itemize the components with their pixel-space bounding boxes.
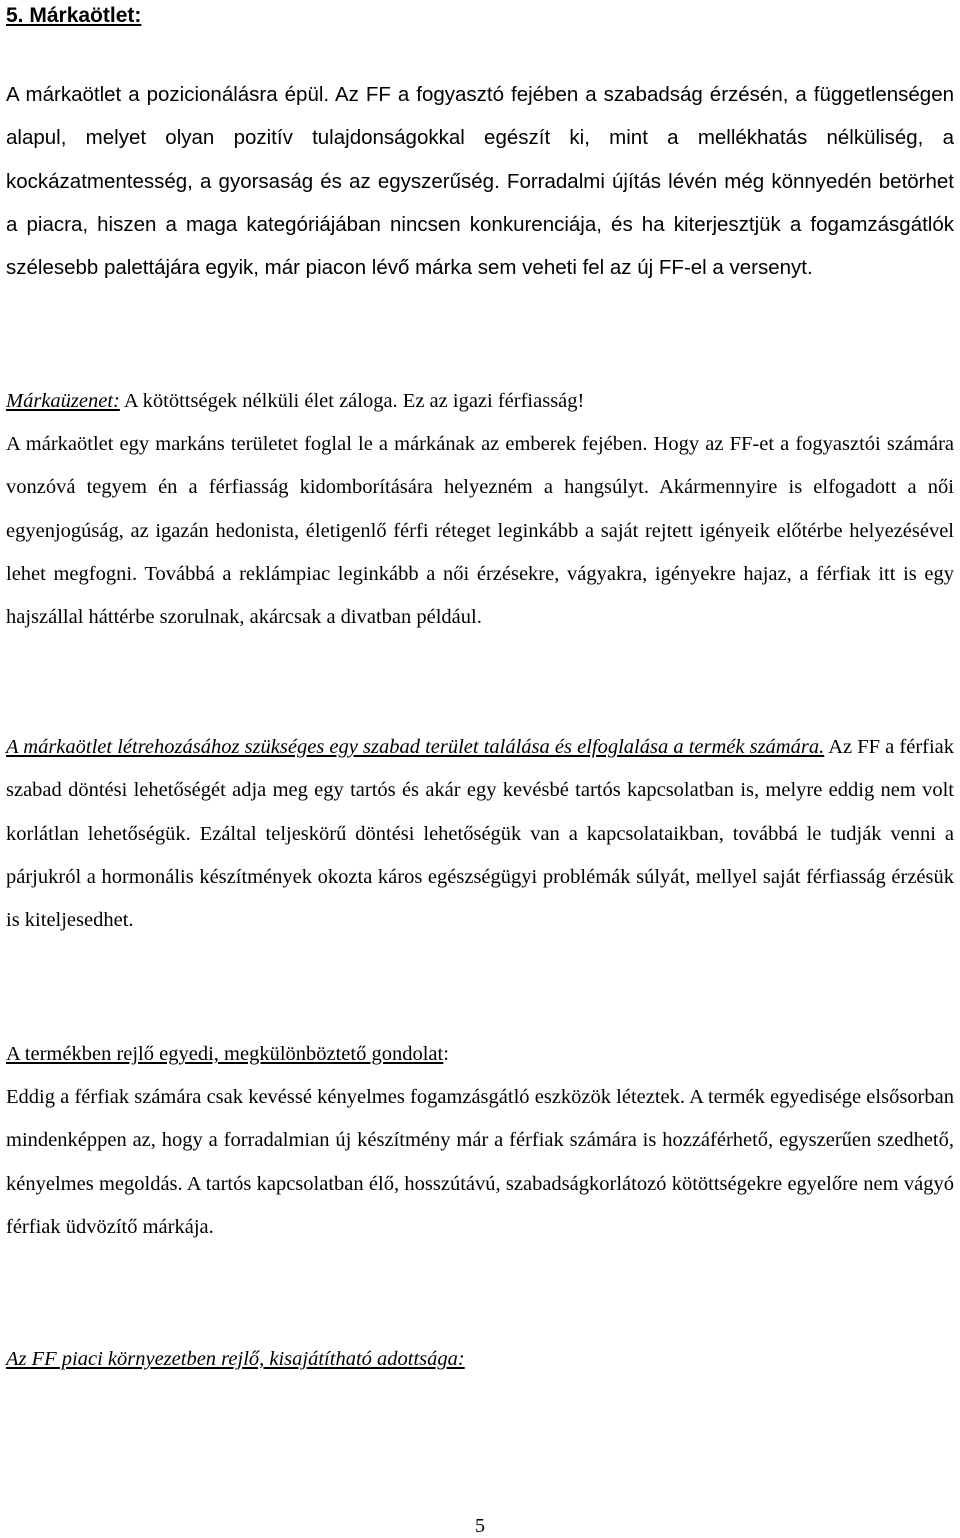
free-territory-lead: A márkaötlet létrehozásához szükséges egy szabad terület találása és elfoglalása a termék számára.: [6, 736, 825, 758]
section-heading: 5. Márkaötlet:: [6, 4, 142, 27]
unique-idea-title: A termékben rejlő egyedi, megkülönböztető gondolat: [6, 1043, 444, 1065]
paragraph-unique-idea: Eddig a férfiak számára csak kevéssé kényelmes fogamzásgátló eszközök léteztek. A termék egyedisége elsősorban mindenképpen az, hogy a forradalmian új készítmény már a férfiak számára is hozzáférhető, egyszerűen szedhető, kényelmes megoldás. A tartós kapcsolatban élő, hosszútávú, szabadságkorlátozó kötöttségekre egyelőre nem vágyó férfiak üdvözítő márkája.: [6, 1086, 954, 1238]
unique-idea-colon: :: [443, 1043, 449, 1065]
section-title-market-environment: Az FF piaci környezetben rejlő, kisajátítható adottsága:: [6, 1348, 465, 1370]
paragraph-intro: A márkaötlet a pozicionálásra épül. Az FF a fogyasztó fejében a szabadság érzésén, a függetlenségen alapul, melyet olyan pozitív tulajdonságokkal egészít ki, mint a mellékhatás nélküliség, a kockázatmentesség, a gyorsaság és az egyszerűség. Forradalmi újítás lévén még könnyedén betörhet a piacra, hiszen a maga kategóriájában nincsen konkurenciája, és ha kiterjesztjük a fogamzásgátlók szélesebb palettájára egyik, már piacon lévő márka sem veheti fel az új FF-el a versenyt.: [6, 83, 954, 280]
page-number: 5: [475, 1515, 485, 1537]
brand-message-text: A kötöttségek nélküli élet záloga. Ez az igazi férfiasság!: [119, 390, 585, 412]
brand-message-label: Márkaüzenet:: [6, 390, 120, 412]
paragraph-free-territory: [6, 726, 954, 942]
paragraph-masculinity: A márkaötlet egy markáns területet foglal le a márkának az emberek fejében. Hogy az FF-et a fogyasztói számára vonzóvá tegyem én a férfiasság kidomborítására helyezném a hangsúlyt. Akármennyire is elfogadott a női egyenjogúság, az igazán hedonista, életigenlő férfi réteget leginkább a saját rejtett igényeik előtérbe helyezésével lehet megfogni. Továbbá a reklámpiac leginkább a női érzésekre, vágyakra, igényekre hajaz, a férfiak itt is egy hajszállal háttérbe szorulnak, akárcsak a divatban például.: [6, 433, 954, 629]
free-territory-text: Az FF a férfiak szabad döntési lehetőségét adja meg egy tartós és akár egy kevésbé tartós kapcsolatban is, melyre eddig nem volt korlátlan lehetőségük. Ezáltal teljeskörű döntési lehetőségük van a kapcsolataikban, továbbá le tudják venni a párjukról a hormonális készítmények okozta káros egészségügyi problémák súlyát, mellyel saját férfiasság érzésük is kiteljesedhet.: [6, 736, 955, 932]
brand-message: [6, 380, 954, 423]
section-title-unique-idea: [6, 1033, 954, 1076]
